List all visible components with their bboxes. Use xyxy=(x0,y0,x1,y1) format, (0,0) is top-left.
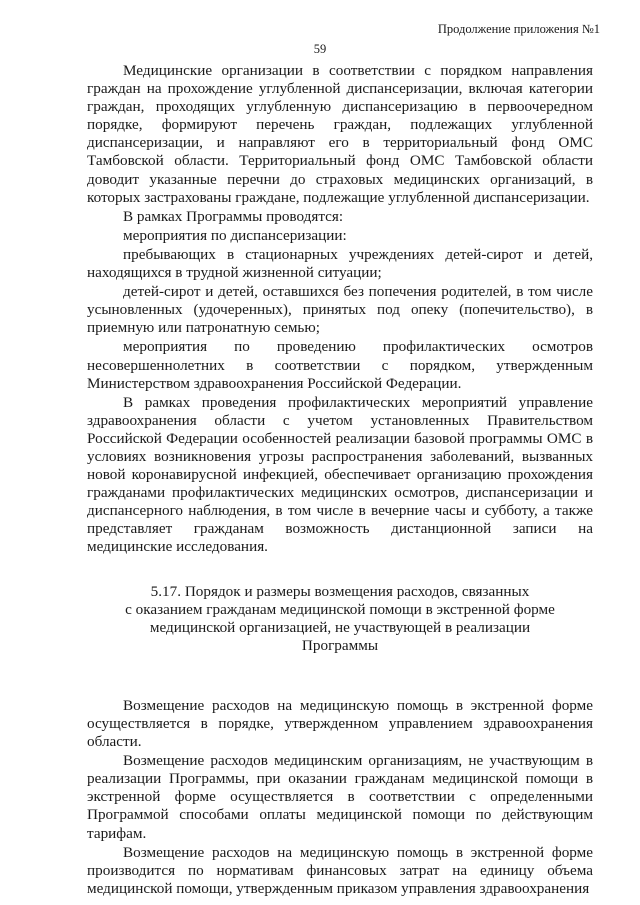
section-title-line: 5.17. Порядок и размеры возмещения расходов, связанных xyxy=(150,582,530,600)
section-title-line: медицинской организацией, не участвующей в реализации xyxy=(149,618,531,636)
paragraph: Возмещение расходов на медицинскую помощь в экстренной форме осуществляется в порядке, утвержденном управлением здравоохранения области. xyxy=(87,696,593,751)
paragraph: В рамках проведения профилактических мероприятий управление здравоохранения области с учетом установленных Правительством Российской Федерации особенностей реализации базовой программы ОМС в условиях возникновения угрозы распространения заболеваний, вызванных новой коронавирусной инфекцией, обеспечивает организацию прохождения гражданами профилактических медицинских осмотров, диспансеризации и диспансерного наблюдения, в том числе в вечерние часы и субботу, а также представляет гражданам возможность дистанционной записи на медицинские исследования. xyxy=(87,393,593,556)
section-title xyxy=(87,583,593,655)
paragraph: Возмещение расходов на медицинскую помощь в экстренной форме производится по нормативам финансовых затрат на единицу объема медицинской помощи, утвержденным приказом управления здравоохранения xyxy=(87,843,593,897)
paragraph: пребывающих в стационарных учреждениях детей-сирот и детей, находящихся в трудной жизненной ситуации; xyxy=(87,245,593,282)
paragraph: В рамках Программы проводятся: xyxy=(123,207,344,225)
paragraph: детей-сирот и детей, оставшихся без попечения родителей, в том числе усыновленных (удочеренных), принятых под опеку (попечительство), в приемную или патронатную семью; xyxy=(87,283,593,337)
paragraph: Медицинские организации в соответствии с порядком направления граждан на прохождение углубленной диспансеризации, включая категории граждан, проходящих углубленную диспансеризацию в первоочередном порядке, формируют перечень граждан, подлежащих углубленной диспансеризации, и направляют его в территориальный фонд ОМС Тамбовской области. Территориальный фонд ОМС Тамбовской области доводит указанные перечни до страховых медицинских организаций, в которых застрахованы граждане, подлежащие углубленной диспансеризации. xyxy=(87,62,593,206)
section-title-line: с оказанием гражданам медицинской помощи в экстренной форме xyxy=(125,600,555,618)
paragraph: Возмещение расходов медицинским организациям, не участвующим в реализации Программы, при оказании гражданам медицинской помощи в экстренной форме осуществляется в соответствии с определенными Программой способами оплаты медицинской помощи по действующим тарифам. xyxy=(87,752,593,842)
page-number: 59 xyxy=(313,42,327,56)
paragraph: мероприятия по диспансеризации: xyxy=(123,226,347,244)
section-title-line: Программы xyxy=(301,636,379,654)
document-body xyxy=(87,62,593,898)
paragraph: мероприятия по проведению профилактических осмотров несовершеннолетних в соответствии с порядком, утвержденным Министерством здравоохранения Российской Федерации. xyxy=(87,338,593,392)
appendix-continuation-note: Продолжение приложения №1 xyxy=(437,22,600,36)
